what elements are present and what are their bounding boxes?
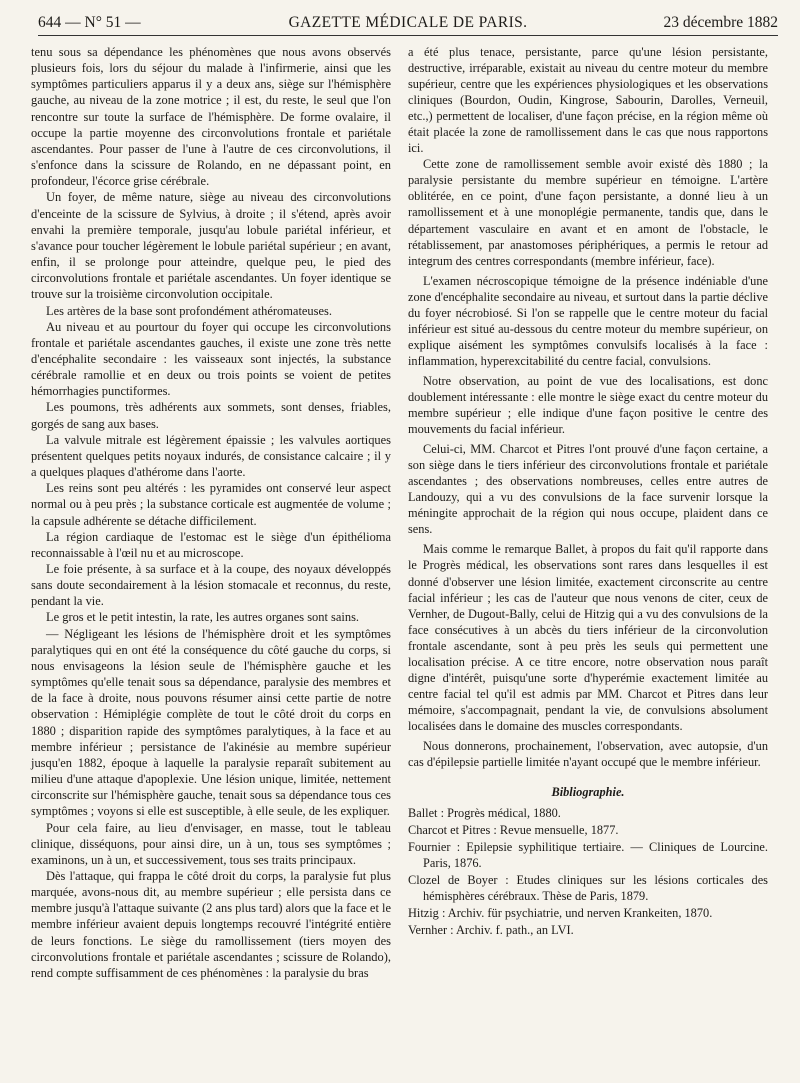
paragraph: — Négligeant les lésions de l'hémisphère droit et les symptômes paralytiques qui en ont été la conséquence du côté gauche du corps, si nous envisageons la lésion seule de l'hémisphère gauche et les symptômes qu'elle tenait sous sa dépendance, paralysie des membres et de la face à droite, nous pouvons résumer ainsi cette partie de notre observation : Hémiplégie complète de tout le côté droit du corps en 1880 ; disparition rapide des symptômes paralytiques, à la face et au membre inférieur ; persistance de l'akinésie au membre supérieur jusqu'en 1882, époque à laquelle la paralysie reparaît subitement au milieu d'une attaque d'apoplexie. Une lésion unique, limitée, nettement circonscrite sur l'hémisphère gauche, tenait sous sa dépendance tous ces symptômes ; voyons si elle est susceptible, à elle seule, de les expliquer. (31, 626, 391, 819)
page-number: 644 (38, 14, 62, 31)
paragraph: L'examen nécroscopique témoigne de la présence indéniable d'une zone d'encéphalite secondaire au niveau, et surtout dans la partie déclive du foyer nécrobiosé. Si l'on se rappelle que le centre moteur du facial inférieur est situé au-dessous du centre moteur du membre supérieur, on explique aisément les symptômes convulsifs localisés à la face : inflammation, hyperexcitabilité du centre facial, convulsions. (408, 273, 768, 368)
page-number-issue: 644 — N° 51 — (38, 14, 141, 31)
bibliography-entry: Vernher : Archiv. f. path., an LVI. (408, 923, 574, 938)
left-column (31, 44, 391, 1074)
paragraph: La région cardiaque de l'estomac est le siège d'un épithélioma reconnaissable à l'œil nu et au microscope. (31, 529, 391, 560)
paragraph: Nous donnerons, prochainement, l'observation, avec autopsie, d'un cas d'épilepsie partielle limitée n'ayant occupé que le membre inférieur. (408, 738, 768, 770)
paragraph: Au niveau et au pourtour du foyer qui occupe les circonvolutions frontale et pariétale ascendantes gauches, il existe une zone très nette d'encéphalite secondaire : les vaisseaux sont injectés, la substance cérébrale ramollie et en deux ou trois points se voient de petites hémorrhagies punctiformes. (31, 319, 391, 399)
right-column (408, 44, 768, 1074)
bibliography-entry: Charcot et Pitres : Revue mensuelle, 1877. (408, 823, 619, 838)
issue-number: N° 51 (84, 14, 122, 31)
issue-date: 23 décembre 1882 (663, 14, 778, 31)
paragraph: Les reins sont peu altérés : les pyramides ont conservé leur aspect normal ou à peu près ; la substance corticale est augmentée de volume ; la capsule adhérente se détache difficilement. (31, 481, 391, 528)
paragraph: Mais comme le remarque Ballet, à propos du fait qu'il rapporte dans le Progrès médical, les observations sont rares dans lesquelles il est donné d'observer une lésion limitée, exactement circonscrite au centre facial inférieur ; les cas de l'auteur que nous venons de citer, ceux de Vernher, de Dugout-Bally, celui de Hitzig qui a vu des convulsions de la face consécutives à un abcès du tiers inférieur de la circonvolution frontale ascendante, sont à peu près les seuls qui permettent une localisation précise. A ce titre encore, notre observation nous paraît digne d'intérêt, puisqu'une sorte d'hyperémie exactement limitée au centre facial tel qu'il est admis par MM. Charcot et Pitres dans leur mémoire, s'accompagnait, pendant la vie, de convulsions absolument localisées dans le domaine des muscles correspondants. (408, 542, 768, 733)
paragraph: Le gros et le petit intestin, la rate, les autres organes sont sains. (46, 610, 360, 625)
paragraph: Un foyer, de même nature, siège au niveau des circonvolutions d'enceinte de la scissure de Sylvius, à droite ; il s'étend, après avoir envahi la première temporale, jusqu'au lobule pariétal inférieur, et s'avance pour toucher légèrement le lobule pariétal supérieur ; en avant, enfin, il se prolonge pour atteindre, quelque peu, le pied des circonvolutions frontale et pariétale ascendantes. Un foyer identique se trouve sur la troisième circonvolution occipitale. (31, 190, 391, 302)
bibliography-entry: Clozel de Boyer : Etudes cliniques sur les lésions corticales des hémisphères cérébraux. Thèse de Paris, 1879. (408, 873, 768, 904)
header-rule (38, 35, 778, 36)
paragraph: tenu sous sa dépendance les phénomènes que nous avons observés plusieurs fois, lors du séjour du malade à l'infirmerie, ainsi que les symptômes particuliers apparus il y a deux ans, siège sur l'hémisphère gauche, au niveau de la zone motrice ; il est, du reste, le seul que l'on rencontre sur toute la surface de l'hémisphère. De forme ovalaire, il occupe la partie moyenne des circonvolutions frontale et pariétale ascendantes. Pour passer de l'une à l'autre de ces circonvolutions, il s'enfonce dans la scissure de Rolando, en ne dépassant point, en profondeur, l'écorce grise cérébrale. (31, 45, 391, 189)
bibliography-entry: Fournier : Epilepsie syphilitique tertiaire. — Cliniques de Lourcine. Paris, 1876. (408, 840, 768, 871)
paragraph: La valvule mitrale est légèrement épaissie ; les valvules aortiques présentent quelques petits noyaux indurés, de consistance calcaire ; il y a quelques plaques d'athérome dans l'aorte. (31, 432, 391, 480)
paragraph: Le foie présente, à sa surface et à la coupe, des noyaux développés sans doute secondairement à la lésion stomacale et reconnus, du reste, pendant la vie. (31, 562, 391, 609)
paragraph: a été plus tenace, persistante, parce qu'une lésion persistante, destructive, irréparable, existait au niveau du centre moteur du membre supérieur, centre que les expériences physiologiques et les observations cliniques (Bourdon, Oudin, Kingrose, Sabourin, Darolles, Verneuil, etc.,) permettent de localiser, d'une façon précise, en la région même où était placée la zone de ramollissement dans le cas que nous rapportons ici. (408, 45, 768, 156)
paragraph: Celui-ci, MM. Charcot et Pitres l'ont prouvé d'une façon certaine, a son siège dans le tiers inférieur des circonvolutions frontale et pariétale ascendantes ; des observations nombreuses, celles entre autres de Landouzy, qui a vu des convulsions de la face survenir lorsque la méningite approchait de la région qui nous occupe, plaident dans ce sens. (408, 442, 768, 537)
bibliography-heading: Bibliographie. (551, 785, 625, 800)
paragraph: Notre observation, au point de vue des localisations, est donc doublement intéressante : elle montre le siège exact du centre moteur du membre supérieur ; elle indique d'une façon positive le centre des mouvements du facial inférieur. (408, 373, 768, 437)
paragraph: Les artères de la base sont profondément athéromateuses. (46, 303, 332, 318)
bibliography-entry: Hitzig : Archiv. für psychiatrie, und nerven Krankeiten, 1870. (408, 906, 713, 921)
page-header (38, 10, 778, 36)
paragraph: Dès l'attaque, qui frappa le côté droit du corps, la paralysie fut plus marquée, avons-nous dit, au membre supérieur ; elle persista dans ce membre jusqu'à l'attaque suivante (2 ans plus tard) alors que la face et le membre inférieur avaient depuis longtemps recouvré l'intégrité entière de leurs fonctions. Le siège du ramollissement (tiers moyen des circonvolutions frontale et pariétale ascendantes ; scissure de Rolando), rend compte suffisamment de ces phénomènes : la paralysie du bras (31, 868, 391, 980)
journal-title: GAZETTE MÉDICALE DE PARIS. (288, 14, 528, 31)
paragraph: Les poumons, très adhérents aux sommets, sont denses, friables, gorgés de sang aux bases. (31, 400, 391, 431)
paragraph: Cette zone de ramollissement semble avoir existé dès 1880 ; la paralysie persistante du membre supérieur en témoigne. L'artère oblitérée, en ce point, d'une façon persistante, a donné lieu à un ramollissement et à une monoplégie permanente, tandis que, dans le département vasculaire en avant et en amont de l'obstacle, le rétablissement, par anastomoses périphériques, a permis le retour ad integrum des centres correspondants (membre inférieur, face). (408, 157, 768, 268)
paragraph: Pour cela faire, au lieu d'envisager, en masse, tout le tableau clinique, disséquons, pour ainsi dire, un à un, tous ses symptômes ; examinons, un à un, et successivement, tous ses traits principaux. (31, 820, 391, 867)
bibliography-entry: Ballet : Progrès médical, 1880. (408, 806, 561, 821)
